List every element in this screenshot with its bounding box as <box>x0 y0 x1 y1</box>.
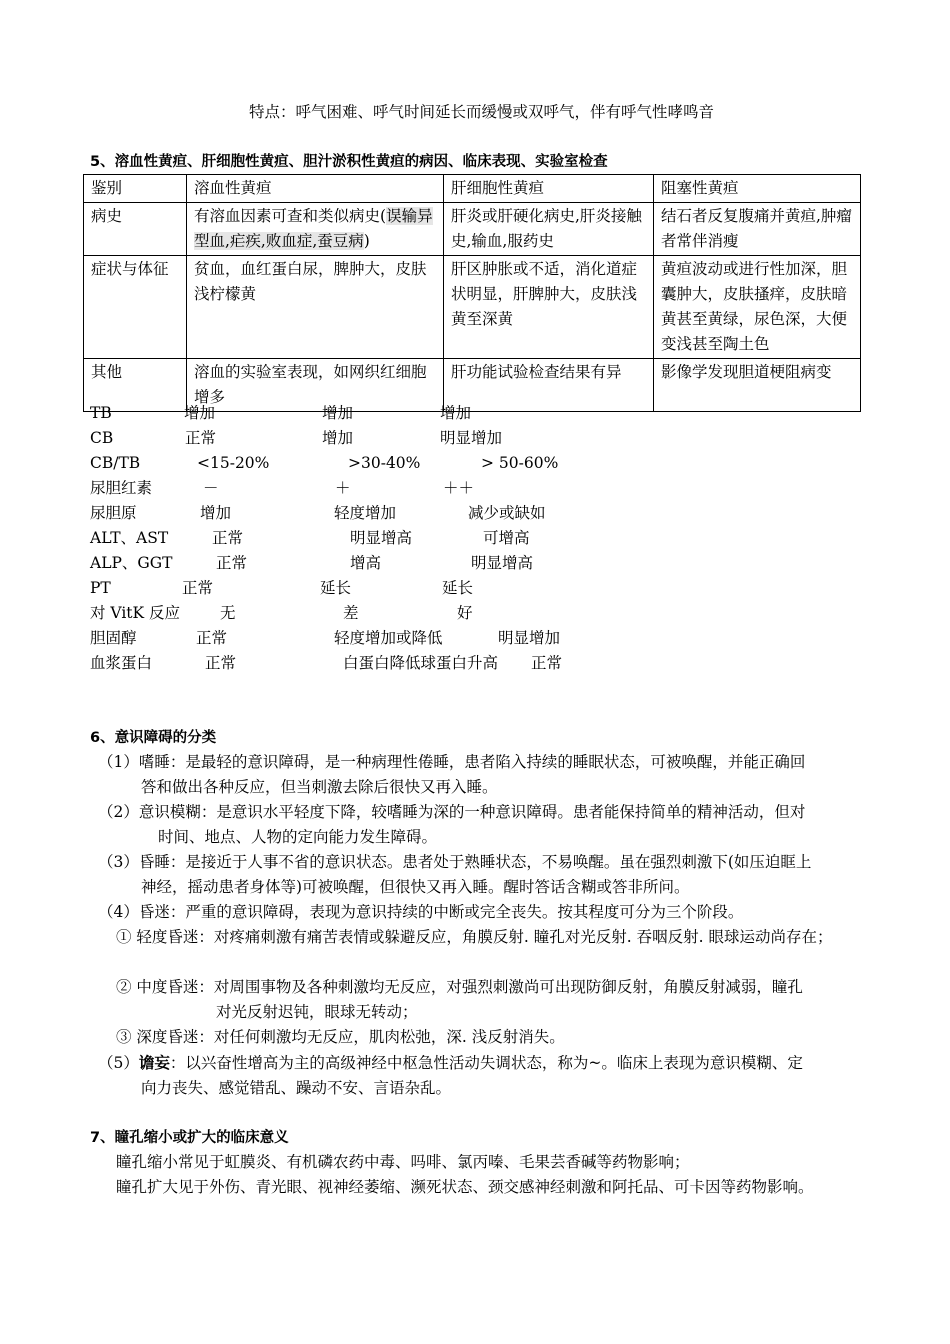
item-line: （1）嗜睡：是最轻的意识障碍，是一种病理性倦睡，患者陷入持续的睡眠状态，可被唤醒，并能正确回 <box>98 753 806 771</box>
consciousness-item <box>98 850 811 900</box>
hemolytic-cell: 贫血，血红蛋白尿，脾肿大，皮肤浅柠檬黄 <box>187 256 444 359</box>
lab-hemolytic: 正常 <box>216 554 248 572</box>
lab-name: 胆固醇 <box>90 629 137 647</box>
lab-name: TB <box>90 404 112 422</box>
header-cell: 阻塞性黄疸 <box>654 175 861 203</box>
hepatocellular-cell: 肝功能试验检查结果有异 <box>444 359 654 412</box>
lab-obstructive: > 50-60% <box>481 454 559 472</box>
lab-hemolytic: <15-20% <box>197 454 270 472</box>
lab-hemolytic: 正常 <box>182 579 214 597</box>
consciousness-item <box>98 1050 803 1101</box>
header-cell: 鉴别 <box>84 175 187 203</box>
table-row <box>84 203 861 256</box>
lab-hemolytic: 无 <box>220 604 236 622</box>
lab-obstructive: 可增高 <box>483 529 530 547</box>
lab-hepatocellular: 轻度增加或降低 <box>334 629 443 647</box>
hemolytic-text: ) <box>363 232 370 250</box>
obstructive-cell: 黄疸波动或进行性加深，胆囊肿大，皮肤搔痒，皮肤暗黄甚至黄绿，尿色深，大便变浅甚至陶土色 <box>654 256 861 359</box>
lab-hepatocellular: 延长 <box>320 579 352 597</box>
lab-obstructive: 明显增加 <box>440 429 503 447</box>
lab-hepatocellular: 增加 <box>322 429 354 447</box>
lab-hepatocellular: 增加 <box>322 404 354 422</box>
lab-hemolytic: 正常 <box>196 629 228 647</box>
hepatocellular-cell: 肝炎或肝硬化病史,肝炎接触史,输血,服药史 <box>444 203 654 256</box>
lab-hepatocellular: 轻度增加 <box>334 504 397 522</box>
lab-obstructive: 正常 <box>531 654 563 672</box>
lab-obstructive: ＋＋ <box>443 479 475 497</box>
lab-obstructive: 减少或缺如 <box>468 504 546 522</box>
lab-hemolytic: 正常 <box>205 654 237 672</box>
lab-hepatocellular: 白蛋白降低球蛋白升高 <box>343 654 499 672</box>
lab-hepatocellular: 增高 <box>350 554 382 572</box>
consciousness-item <box>98 750 805 800</box>
item-term: 谵妄 <box>138 1053 170 1072</box>
stage-line: ② 中度昏迷：对周围事物及各种刺激均无反应，对强烈刺激尚可出现防御反射，角膜反射减弱，瞳孔 <box>116 978 803 996</box>
hemolytic-cell <box>187 203 444 256</box>
stage-line: ① 轻度昏迷：对疼痛刺激有痛苦表情或躲避反应，角膜反射. 瞳孔对光反射. 吞咽反射. 眼球运动尚存在； <box>116 928 833 946</box>
coma-stage <box>116 1025 565 1050</box>
hemolytic-cell: 溶血的实验室表现，如网织红细胞增多 <box>187 359 444 412</box>
obstructive-cell: 结石者反复腹痛并黄疸,肿瘤者常伴消瘦 <box>654 203 861 256</box>
row-label: 症状与体征 <box>84 256 187 359</box>
section6-title: 6、意识障碍的分类 <box>90 730 217 746</box>
lab-hemolytic: 增加 <box>200 504 232 522</box>
consciousness-item <box>98 800 805 850</box>
hemolytic-text: 有溶血因素可查和类似病史( <box>194 207 387 225</box>
lab-obstructive: 明显增加 <box>498 629 561 647</box>
section7-title: 7、瞳孔缩小或扩大的临床意义 <box>90 1130 289 1146</box>
item-line: （2）意识模糊：是意识水平轻度下降，较嗜睡为深的一种意识障碍。患者能保持简单的精神活动，但对 <box>98 803 806 821</box>
lab-hemolytic: 增加 <box>184 404 216 422</box>
section5-title: 5、溶血性黄疸、肝细胞性黄疸、胆汁淤积性黄疸的病因、临床表现、实验室检查 <box>90 154 608 170</box>
lab-hepatocellular: 差 <box>343 604 359 622</box>
lab-name: ALP、GGT <box>90 554 173 572</box>
item-line: 神经，摇动患者身体等)可被唤醒，但很快又再入睡。醒时答话含糊或答非所问。 <box>141 878 690 896</box>
stage-line: 对光反射迟钝，眼球无转动； <box>216 1003 418 1021</box>
table-header-row <box>84 175 861 203</box>
section7-line: 瞳孔缩小常见于虹膜炎、有机磷农药中毒、吗啡、氯丙嗪、毛果芸香碱等药物影响； <box>116 1153 690 1171</box>
jaundice-comparison-table <box>83 174 861 412</box>
item-line: 时间、地点、人物的定向能力发生障碍。 <box>158 828 438 846</box>
lab-obstructive: 延长 <box>442 579 474 597</box>
lab-name: 尿胆红素 <box>90 479 153 497</box>
lab-name: 尿胆原 <box>90 504 137 522</box>
lab-name: CB/TB <box>90 454 141 472</box>
lab-hemolytic: － <box>203 479 219 497</box>
lab-obstructive: 好 <box>457 604 473 622</box>
lab-obstructive: 增加 <box>440 404 472 422</box>
hepatocellular-cell: 肝区肿胀或不适，消化道症状明显，肝脾肿大，皮肤浅黄至深黄 <box>444 256 654 359</box>
lab-obstructive: 明显增高 <box>471 554 534 572</box>
lab-name: CB <box>90 429 114 447</box>
coma-stage <box>116 975 803 1025</box>
row-label: 其他 <box>84 359 187 412</box>
lab-name: 血浆蛋白 <box>90 654 153 672</box>
consciousness-item <box>98 900 743 925</box>
lab-name: PT <box>90 579 111 597</box>
item-prefix: （5） <box>98 1054 139 1072</box>
highlighted-text: 误输异型血,疟疾,败血症,蚕豆病 <box>194 207 433 250</box>
lab-hepatocellular: >30-40% <box>348 454 421 472</box>
section7-line: 瞳孔扩大见于外伤、青光眼、视神经萎缩、濒死状态、颈交感神经刺激和阿托品、可卡因等药物影响。 <box>116 1178 814 1196</box>
item-line: （4）昏迷：严重的意识障碍，表现为意识持续的中断或完全丧失。按其程度可分为三个阶段。 <box>98 903 744 921</box>
header-cell: 肝细胞性黄疸 <box>444 175 654 203</box>
lab-name: 对 VitK 反应 <box>90 604 181 622</box>
header-cell: 溶血性黄疸 <box>187 175 444 203</box>
item-line: 答和做出各种反应，但当刺激去除后很快又再入睡。 <box>141 778 498 796</box>
lab-hepatocellular: ＋ <box>335 479 351 497</box>
lab-name: ALT、AST <box>90 529 169 547</box>
item-line: （3）昏睡：是接近于人事不省的意识状态。患者处于熟睡状态，不易唤醒。虽在强烈刺激下(如压迫眶上 <box>98 853 812 871</box>
lab-hemolytic: 正常 <box>185 429 217 447</box>
coma-stage <box>116 925 833 950</box>
item-line: 向力丧失、感觉错乱、躁动不安、言语杂乱。 <box>141 1079 452 1097</box>
intro-line: 特点：呼气困难、呼气时间延长而缓慢或双呼气，伴有呼气性哮鸣音 <box>249 103 715 121</box>
item-line <box>98 1050 803 1076</box>
row-label: 病史 <box>84 203 187 256</box>
obstructive-cell: 影像学发现胆道梗阻病变 <box>654 359 861 412</box>
stage-line: ③ 深度昏迷：对任何刺激均无反应，肌肉松弛，深. 浅反射消失。 <box>116 1028 565 1046</box>
item-text: ：以兴奋性增高为主的高级神经中枢急性活动失调状态，称为~。临床上表现为意识模糊、定 <box>169 1054 803 1072</box>
table-row <box>84 256 861 359</box>
lab-hepatocellular: 明显增高 <box>350 529 413 547</box>
lab-hemolytic: 正常 <box>212 529 244 547</box>
